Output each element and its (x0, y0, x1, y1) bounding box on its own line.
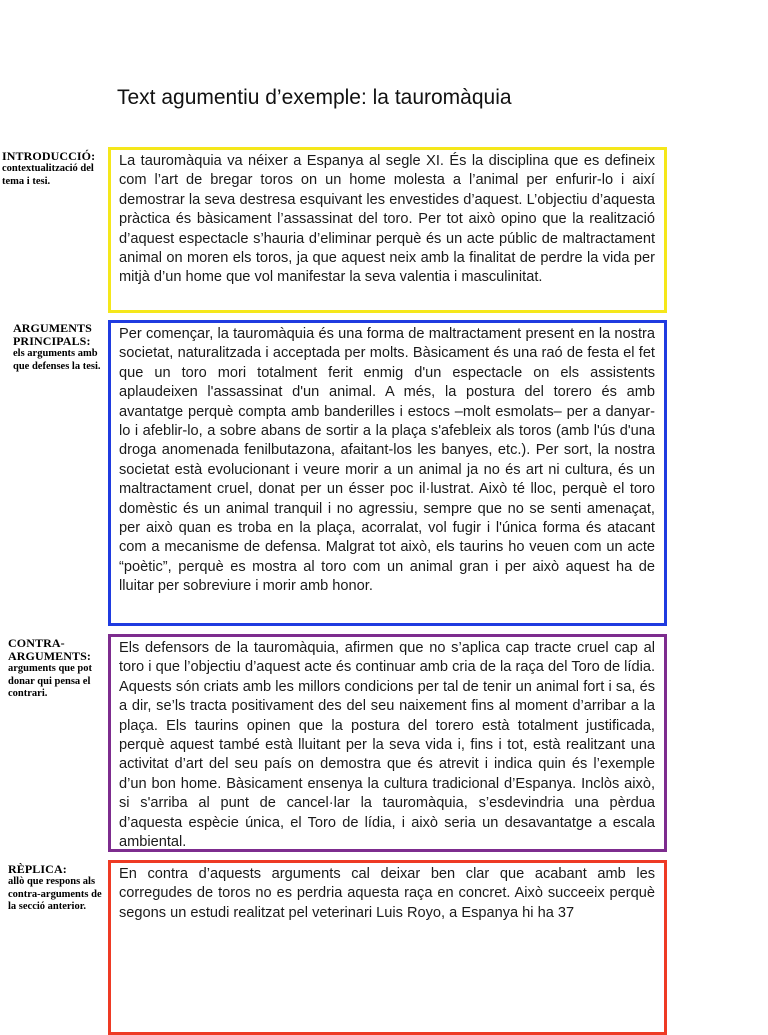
reply-box (108, 860, 667, 1035)
reply-text: En contra d’aquests arguments cal deixar ben clar que acabant amb les corregudes de toros no es perdria aquesta raça en concret. Això succeeix perquè segons un estudi realitzat pel veterinari Luis Royo, a Espanya hi ha 37 (119, 866, 655, 921)
section-label-description: allò que respons als contra-arguments de la secció anterior. (8, 876, 102, 912)
arguments-box (108, 320, 667, 626)
section-label-title: RÈPLICA: (8, 862, 67, 876)
introduction-text: La tauromàquia va néixer a Espanya al segle XI. És la disciplina que es defineix com l’art de bregar toros on un home molesta a l’animal per enfurir-lo i així demostrar la seva destresa esquivant les envestides d’aquest. L’objectiu d’aquesta pràctica és bàsicament l’assassinat del toro. Per tot això opino que la realització d’aquest espectacle s’hauria d’eliminar perquè és un acte públic de maltractament animal on moren els toros, ja que aquest neix amb la finalitat de perdre la vida per mitjà d’un home que vol manifestar la seva valentia i masculinitat. (119, 153, 655, 286)
section-label-arguments (13, 322, 105, 373)
introduction-box (108, 147, 667, 313)
section-label-counterarguments (8, 637, 108, 701)
section-label-title: CONTRA-ARGUMENTS: (8, 636, 92, 663)
section-label-title: ARGUMENTS PRINCIPALS: (13, 321, 92, 348)
counterarguments-text: Els defensors de la tauromàquia, afirmen que no s’aplica cap tracte cruel cap al toro i que l’objectiu d’aquest acte és continuar amb cria de la raça del Toro de lídia. Aquests són criats amb les millors condicions per tal de tenir un animal fort i sa, és a dir, se’ls tracta positivament des del seu naixement fins al moment d’arribar a la plaça. Els taurins opinen que la postura del torero està totalment justificada, perquè aquest també està lluitant per la seva vida i, fins i tot, està realitzant una activitat d’art del seu país on demostra que és atrevit i indica quin és l’exemple d’un bon home. Bàsicament ensenya la cultura tradicional d’Espanya. Inclòs això, si s'arriba al punt de cancel·lar la tauromàquia, s’esdevindria una pèrdua d’aquesta espècie única, el Toro de lídia, i això seria un desavantatge a escala ambiental. (119, 640, 655, 851)
section-label-description: arguments que pot donar qui pensa el contrari. (8, 663, 93, 699)
page-title: Text agumentiu d’exemple: la tauromàquia (117, 86, 512, 109)
section-label-introduction (2, 150, 106, 188)
section-label-description: contextualització del tema i tesi. (2, 163, 94, 187)
arguments-text: Per començar, la tauromàquia és una forma de maltractament present en la nostra societat, naturalitzada i acceptada per molts. Bàsicament és una raó de festa el fet que un toro mori totalment ferit enmig d'un espectacle on els assistents aplaudeixen l'assassinat d'un animal. A més, la postura del torero és amb avantatge perquè compta amb banderilles i estocs –molt esmolats– per a danyar-lo i afeblir-lo, a sobre abans de sortir a la plaça s'afebleix als toros (amb l'ús d'una droga anomenada fenilbutazona, afaitant-los les banyes, etc.). Per sort, la nostra societat està evolucionant i veure morir a un animal ja no és art ni cultura, és un maltractament cruel, donat per un ésser poc il·lustrat. Això té lloc, perquè el toro domèstic és un animal tranquil i no agressiu, sempre que no se senti amenaçat, per això quan es troba en la plaça, acorralat, vol fugir i l'única forma és atacant com a mecanisme de defensa. Malgrat tot això, els taurins ho veuen com un acte “poètic”, perquè es mostra al toro com un animal gran i per això aquest ha de lluitar per sobreviure i morir amb honor. (119, 326, 655, 595)
counterarguments-box (108, 634, 667, 852)
section-label-reply (8, 863, 108, 914)
section-label-title: INTRODUCCIÓ: (2, 149, 96, 163)
section-label-description: els arguments amb que defenses la tesi. (13, 348, 101, 372)
